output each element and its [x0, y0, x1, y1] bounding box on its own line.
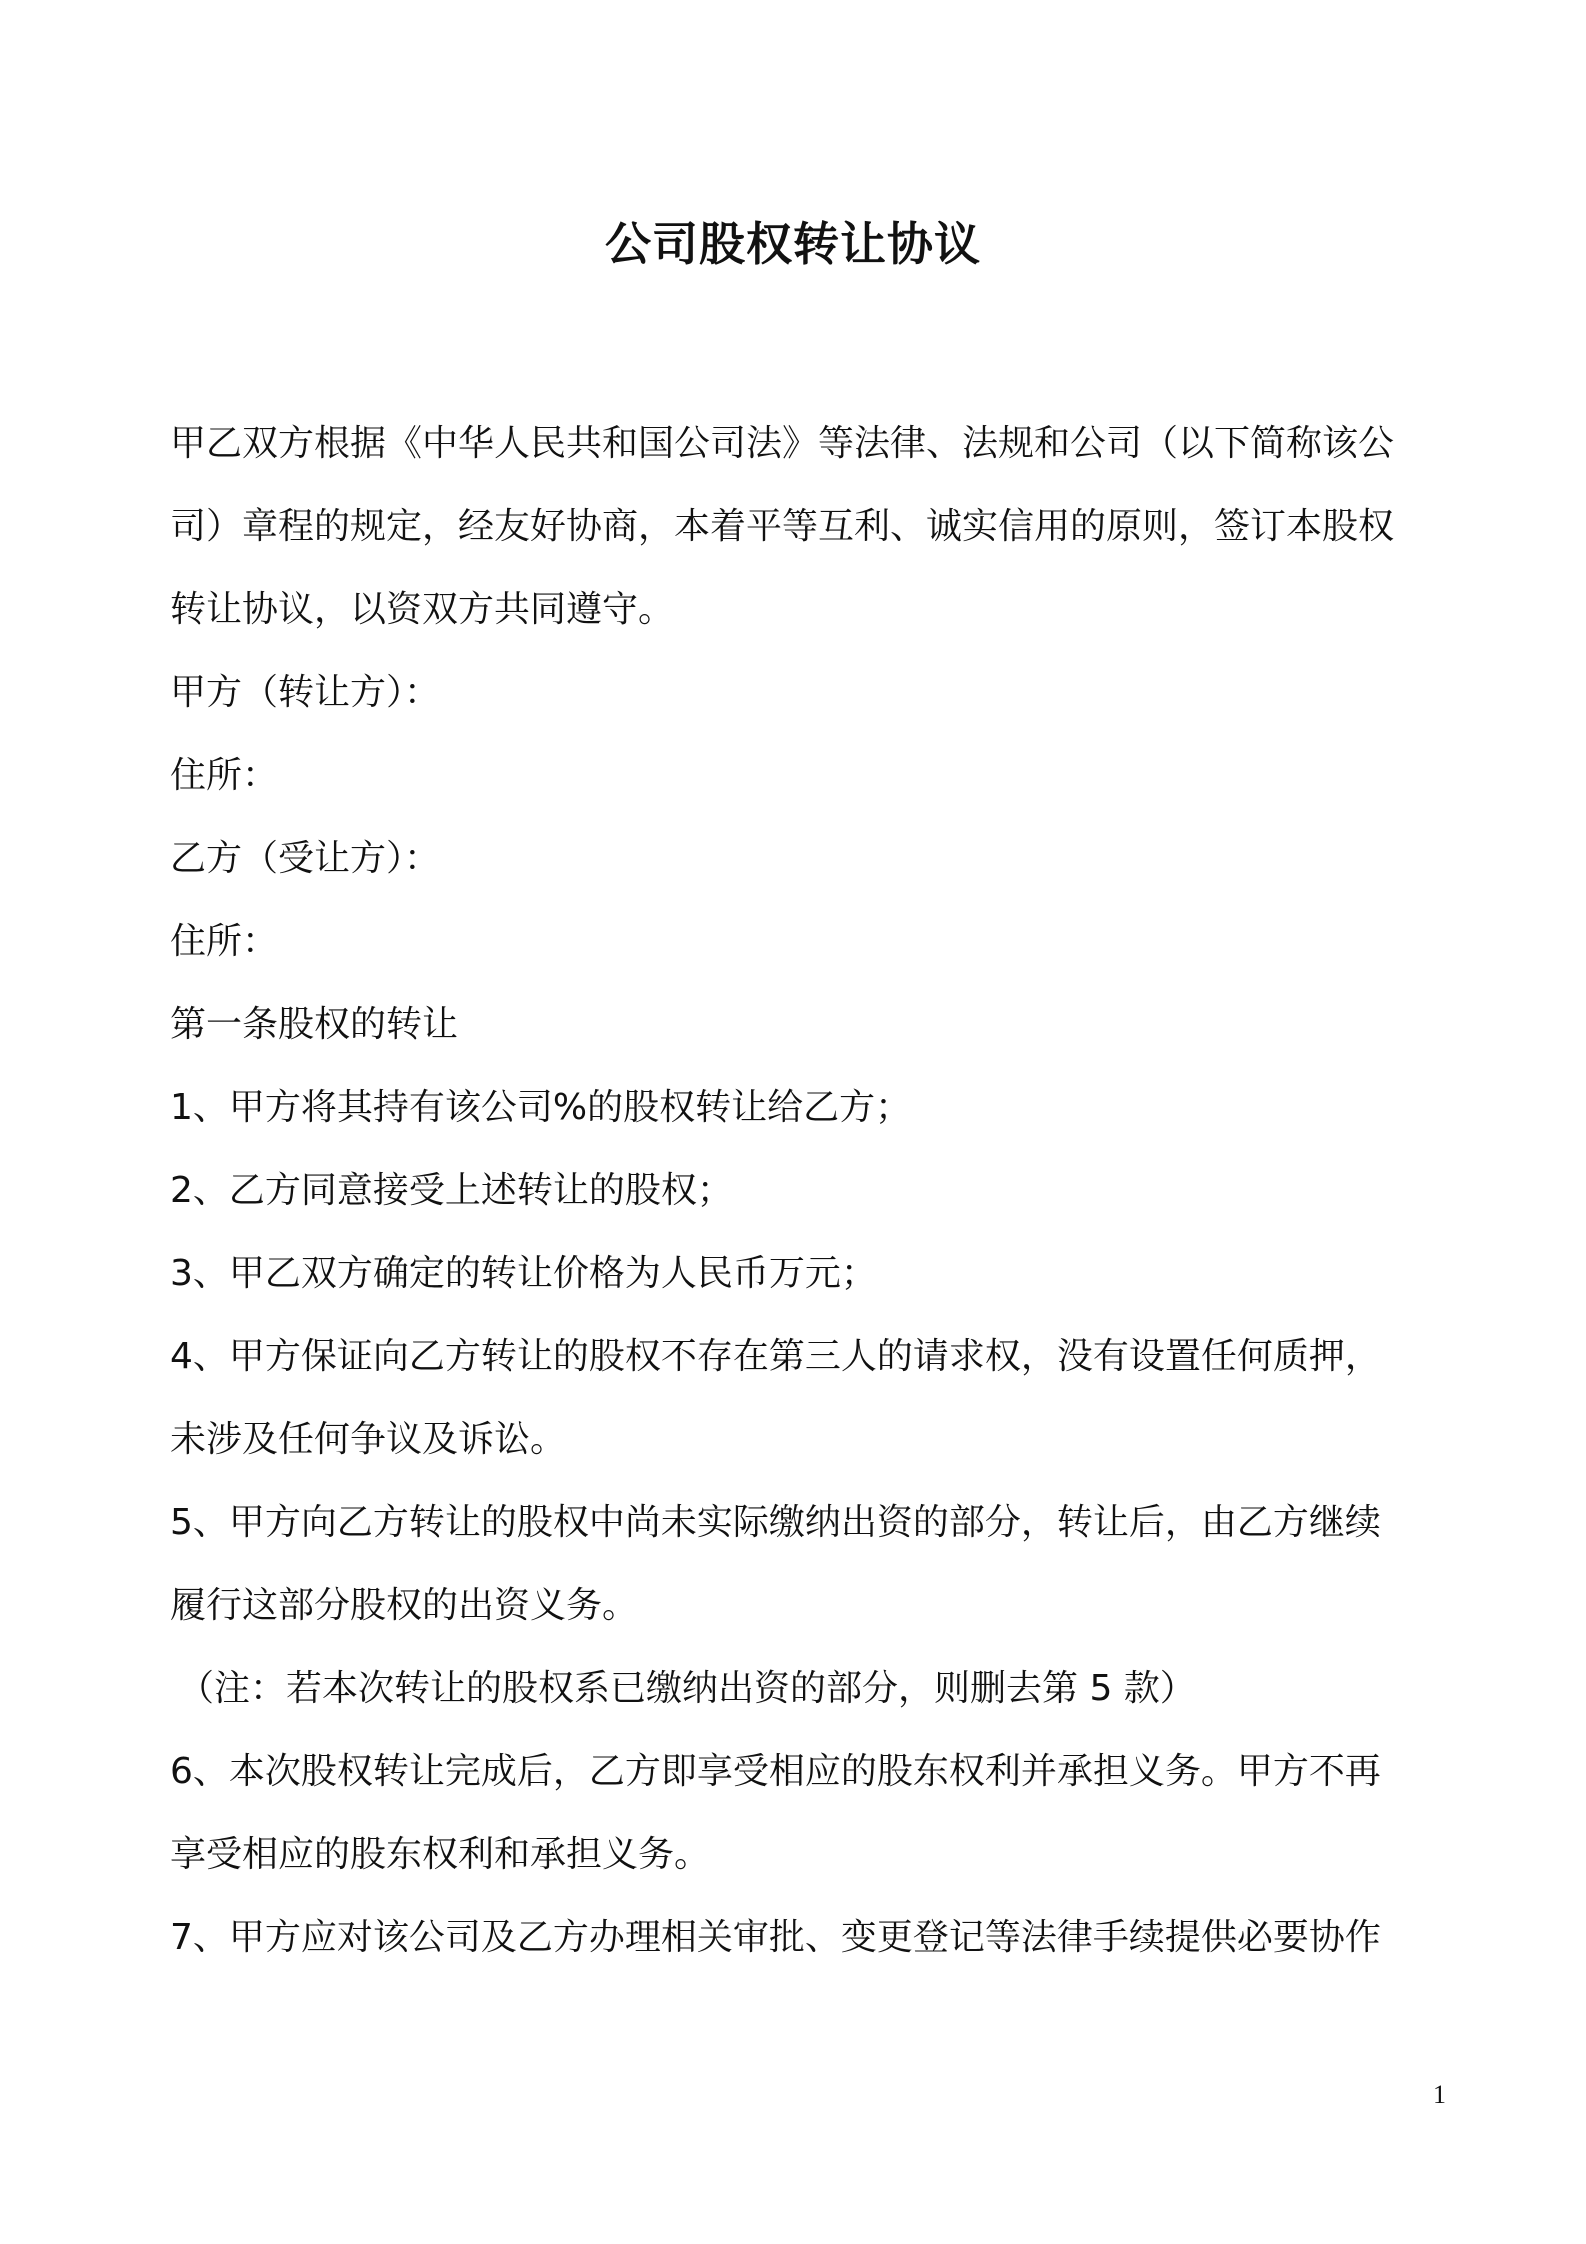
- clause-4-line-2: 未涉及任何争议及诉讼。: [170, 1419, 567, 1460]
- document-body: [170, 402, 1446, 1979]
- clause-6-line-2: 享受相应的股东权利和承担义务。: [170, 1834, 711, 1875]
- clause-5-line-1: 5、甲方向乙方转让的股权中尚未实际缴纳出资的部分，转让后，由乙方继续: [170, 1502, 1381, 1543]
- document-title: 公司股权转让协议: [605, 217, 981, 271]
- clause-7-line-1: 7、甲方应对该公司及乙方办理相关审批、变更登记等法律手续提供必要协作: [170, 1917, 1381, 1958]
- clause-5-note: （注：若本次转让的股权系已缴纳出资的部分，则删去第 5 款）: [178, 1668, 1196, 1709]
- party-b-label: 乙方（受让方）：: [170, 838, 441, 879]
- intro-line-2: 司）章程的规定，经友好协商，本着平等互利、诚实信用的原则，签订本股权: [170, 506, 1395, 547]
- party-b-address-label: 住所：: [170, 921, 279, 962]
- party-a-address-label: 住所：: [170, 755, 279, 796]
- article-1-heading: 第一条股权的转让: [170, 1004, 459, 1045]
- intro-line-1: 甲乙双方根据《中华人民共和国公司法》等法律、法规和公司（以下简称该公: [170, 423, 1395, 464]
- intro-line-3: 转让协议，以资双方共同遵守。: [170, 589, 675, 630]
- clause-6-line-1: 6、本次股权转让完成后，乙方即享受相应的股东权利并承担义务。甲方不再: [170, 1751, 1381, 1792]
- clause-3: 3、甲乙双方确定的转让价格为人民币万元；: [170, 1253, 877, 1294]
- page-number: 1: [1433, 2080, 1446, 2109]
- clause-2: 2、乙方同意接受上述转让的股权；: [170, 1170, 733, 1211]
- party-a-label: 甲方（转让方）：: [170, 672, 441, 713]
- clause-5-line-2: 履行这部分股权的出资义务。: [170, 1585, 639, 1626]
- clause-1: 1、甲方将其持有该公司%的股权转让给乙方；: [170, 1087, 912, 1128]
- clause-4-line-1: 4、甲方保证向乙方转让的股权不存在第三人的请求权，没有设置任何质押，: [170, 1336, 1381, 1377]
